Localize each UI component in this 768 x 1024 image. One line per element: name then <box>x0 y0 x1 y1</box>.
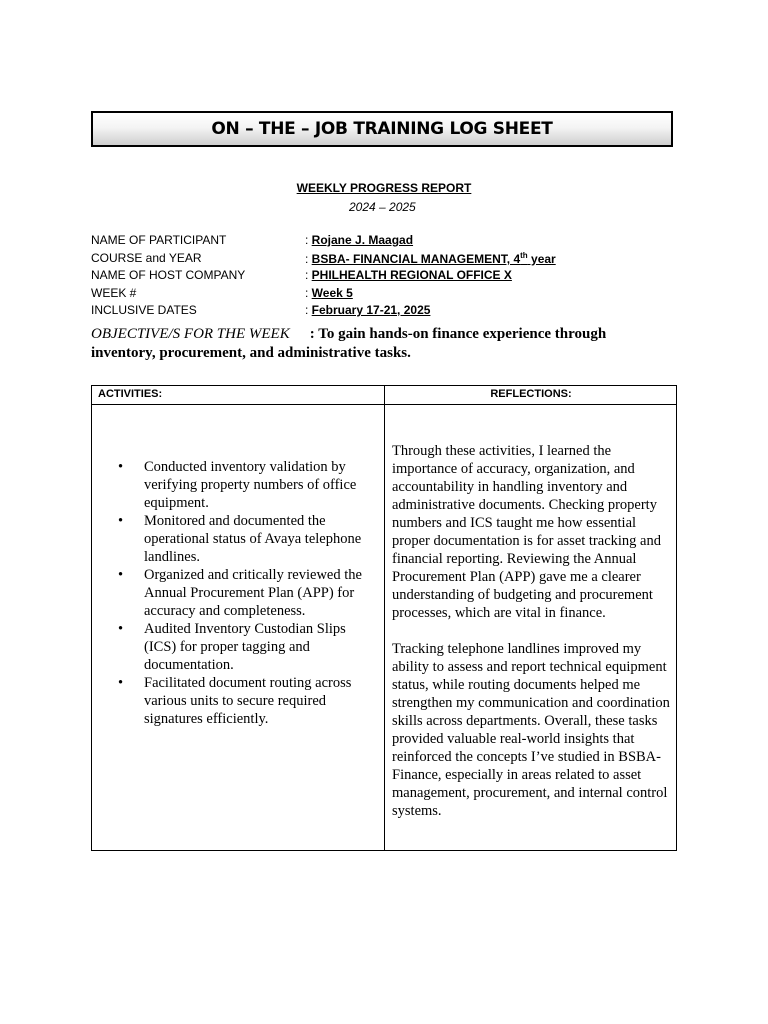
log-sheet-title-box <box>91 111 673 147</box>
course-value <box>312 252 556 266</box>
company-label: NAME OF HOST COMPANY <box>91 268 246 282</box>
colon: : <box>305 252 312 266</box>
dates-value-row <box>305 303 430 317</box>
reflection-paragraph: Tracking telephone landlines improved my ability to assess and report technical equipment status, while routing documents helped me strengthen my communication and coordination skills across departments. Overall, these tasks provided valuable real-world insights that reinforced the concepts I’ve studied in BSBA-Finance, especially in areas related to asset management, procurement, and internal control systems. <box>392 641 670 819</box>
reflection-paragraph: Through these activities, I learned the importance of accuracy, organization, and accountability in handling inventory and administrative documents. Checking property numbers and ICS taught me how essential proper documentation is for asset tracking and financial reporting. Reviewing the Annual Procurement Plan (APP) gave me a clearer understanding of budgeting and procurement processes, which are vital in finance. <box>392 443 661 621</box>
colon: : <box>305 303 312 317</box>
header-divider <box>92 404 676 405</box>
activities-header: ACTIVITIES: <box>98 388 163 400</box>
list-item: • Conducted inventory validation by verifying property numbers of office equipment. <box>114 458 376 512</box>
colon: : <box>305 286 312 300</box>
report-heading <box>0 181 768 195</box>
week-label: WEEK # <box>91 286 137 300</box>
column-divider <box>384 386 385 850</box>
week-value: Week 5 <box>311 286 353 300</box>
objective-label: OBJECTIVE/S FOR THE WEEK <box>91 326 290 342</box>
course-value-main: BSBA- FINANCIAL MANAGEMENT, 4 <box>311 252 521 266</box>
activities-reflections-table <box>91 385 677 851</box>
reflections-header: REFLECTIONS: <box>490 388 572 400</box>
list-item: • Organized and critically reviewed the Annual Procurement Plan (APP) for accuracy and completeness. <box>114 566 376 620</box>
activities-list <box>114 458 376 728</box>
course-label: COURSE and YEAR <box>91 251 202 265</box>
company-value-row <box>305 268 512 282</box>
report-title: WEEKLY PROGRESS REPORT <box>296 181 472 195</box>
participant-label: NAME OF PARTICIPANT <box>91 233 227 247</box>
objective-block <box>91 325 651 363</box>
list-item: • Facilitated document routing across various units to secure required signatures efficiently. <box>114 674 376 728</box>
list-item: • Audited Inventory Custodian Slips (ICS) for proper tagging and documentation. <box>114 620 376 674</box>
participant-value: Rojane J. Maagad <box>311 233 414 247</box>
participant-value-row <box>305 233 413 247</box>
colon: : <box>305 268 312 282</box>
colon: : <box>305 233 312 247</box>
company-value: PHILHEALTH REGIONAL OFFICE X <box>311 268 512 282</box>
list-item: • Monitored and documented the operational status of Avaya telephone landlines. <box>114 512 376 566</box>
course-value-row <box>305 251 556 266</box>
dates-value: February 17-21, 2025 <box>311 303 431 317</box>
school-year: 2024 – 2025 <box>349 200 416 214</box>
reflections-text <box>392 442 674 820</box>
course-value-sup: th <box>520 251 528 260</box>
dates-label: INCLUSIVE DATES <box>91 303 197 317</box>
week-value-row <box>305 286 353 300</box>
page-title: ON – THE – JOB TRAINING LOG SHEET <box>211 119 553 139</box>
objective-text: : To gain hands-on finance experience through inventory, procurement, and administrative tasks. <box>91 326 607 361</box>
course-value-year: year <box>527 252 556 266</box>
